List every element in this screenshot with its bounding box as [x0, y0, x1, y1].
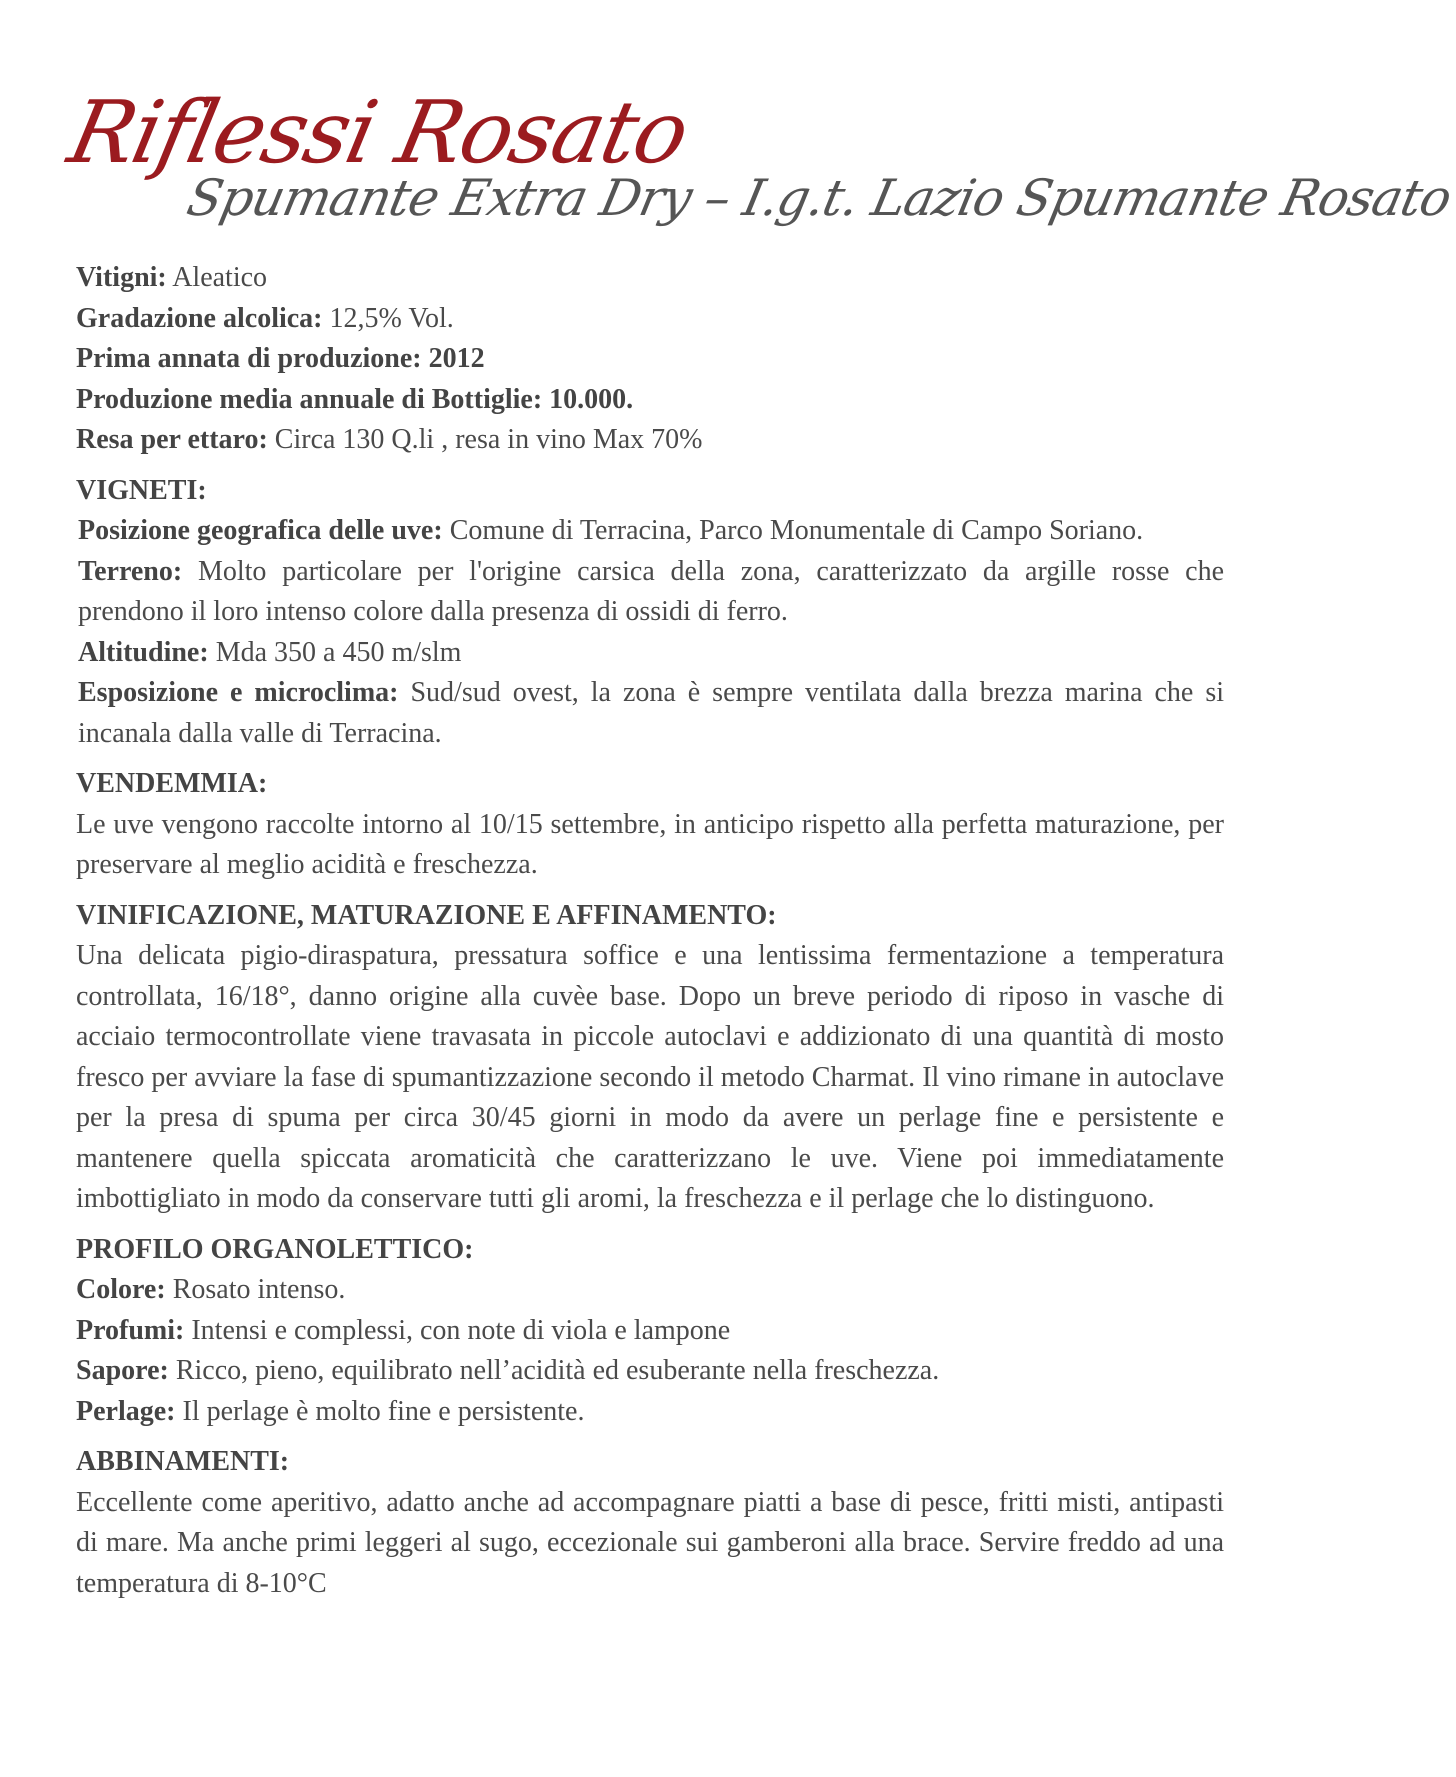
spec-label: Produzione media annuale di Bottiglie: 10.000.	[76, 383, 634, 415]
item-value: Intensi e complessi, con note di viola e lampone	[184, 1314, 731, 1346]
item-label: Posizione geografica delle uve:	[78, 515, 443, 546]
profilo-colore	[76, 1270, 1224, 1311]
section-profilo	[76, 1230, 1224, 1433]
item-value: Molto particolare per l'origine carsica della zona, caratterizzato da argille rosse che prendono il loro intenso colore dalla presenza di ossidi di ferro.	[78, 555, 1224, 627]
item-value: Ricco, pieno, equilibrato nell’acidità ed esuberante nella freschezza.	[168, 1355, 940, 1386]
spec-value: 12,5% Vol.	[322, 302, 454, 334]
item-label: Terreno:	[78, 555, 183, 587]
section-vendemmia	[76, 764, 1224, 886]
item-value: Mda 350 a 450 m/slm	[208, 636, 462, 668]
item-label: Colore:	[76, 1274, 166, 1305]
wine-subtitle: Spumante Extra Dry – I.g.t. Lazio Spumante Rosato	[182, 169, 1456, 227]
content	[76, 258, 1224, 1604]
spec-produzione	[76, 380, 1224, 421]
spec-label: Gradazione alcolica:	[76, 302, 323, 334]
spec-prima-annata	[76, 339, 1224, 380]
section-heading: VIGNETI:	[76, 474, 207, 506]
spec-value: Aleatico	[166, 262, 268, 293]
section-heading: ABBINAMENTI:	[76, 1446, 290, 1477]
spec-gradazione	[76, 299, 1224, 340]
spec-label: Vitigni:	[76, 262, 167, 293]
profilo-sapore	[76, 1351, 1224, 1392]
item-value: Comune di Terracina, Parco Monumentale di Campo Soriano.	[442, 515, 1144, 546]
item-label: Sapore:	[76, 1355, 169, 1386]
vendemmia-text: Le uve vengono raccolte intorno al 10/15 settembre, in anticipo rispetto alla perfetta maturazione, per preservare al meglio acidità e freschezza.	[76, 808, 1224, 880]
item-value: Sud/sud ovest, la zona è sempre ventilata dalla brezza marina che si incanala dalla valle di Terracina.	[78, 677, 1224, 749]
item-value: Rosato intenso.	[165, 1274, 346, 1305]
spec-resa	[76, 420, 1224, 461]
spec-label: Resa per ettaro:	[76, 424, 268, 455]
item-value: Il perlage è molto fine e persistente.	[175, 1395, 585, 1427]
specs-list	[76, 258, 1224, 461]
wine-title: Riflessi Rosato	[60, 83, 696, 183]
section-heading: PROFILO ORGANOLETTICO:	[76, 1233, 474, 1265]
spec-value: Circa 130 Q.li , resa in vino Max 70%	[267, 424, 703, 455]
section-vinificazione	[76, 896, 1224, 1220]
section-heading: VINIFICAZIONE, MATURAZIONE E AFFINAMENTO:	[76, 899, 777, 931]
vigneti-altitudine	[76, 633, 1224, 674]
item-label: Profumi:	[76, 1314, 185, 1346]
vigneti-posizione	[76, 511, 1224, 552]
vinificazione-text: Una delicata pigio-diraspatura, pressatura soffice e una lentissima fermentazione a temperatura controllata, 16/18°, danno origine alla cuvèe base. Dopo un breve periodo di riposo in vasche di acciaio termocontrollate viene travasata in piccole autoclavi e addizionato di una quantità di mosto fresco per avviare la fase di spumantizzazione secondo il metodo Charmat. Il vino rimane in autoclave per la presa di spuma per circa 30/45 giorni in modo da avere un perlage fine e persistente e mantenere quella spiccata aromaticità che caratterizzano le uve. Viene poi immediatamente imbottigliato in modo da conservare tutti gli aromi, la freschezza e il perlage che lo distinguono.	[76, 940, 1224, 1214]
profilo-profumi	[76, 1311, 1224, 1352]
section-vigneti	[76, 471, 1224, 755]
profilo-perlage	[76, 1392, 1224, 1433]
item-label: Perlage:	[76, 1395, 176, 1427]
section-abbinamenti	[76, 1442, 1224, 1604]
vigneti-esposizione	[76, 673, 1224, 754]
section-heading: VENDEMMIA:	[76, 768, 268, 799]
spec-label: Prima annata di produzione: 2012	[76, 343, 485, 374]
item-label: Esposizione e microclima:	[78, 677, 399, 708]
vigneti-terreno	[76, 552, 1224, 633]
item-label: Altitudine:	[78, 636, 209, 668]
title-block	[60, 83, 1456, 240]
abbinamenti-text: Eccellente come aperitivo, adatto anche ad accompagnare piatti a base di pesce, fritti misti, antipasti di mare. Ma anche primi leggeri al sugo, eccezionale sui gamberoni alla brace. Servire freddo ad una temperatura di 8-10°C	[76, 1486, 1224, 1599]
spec-vitigni	[76, 258, 1224, 299]
